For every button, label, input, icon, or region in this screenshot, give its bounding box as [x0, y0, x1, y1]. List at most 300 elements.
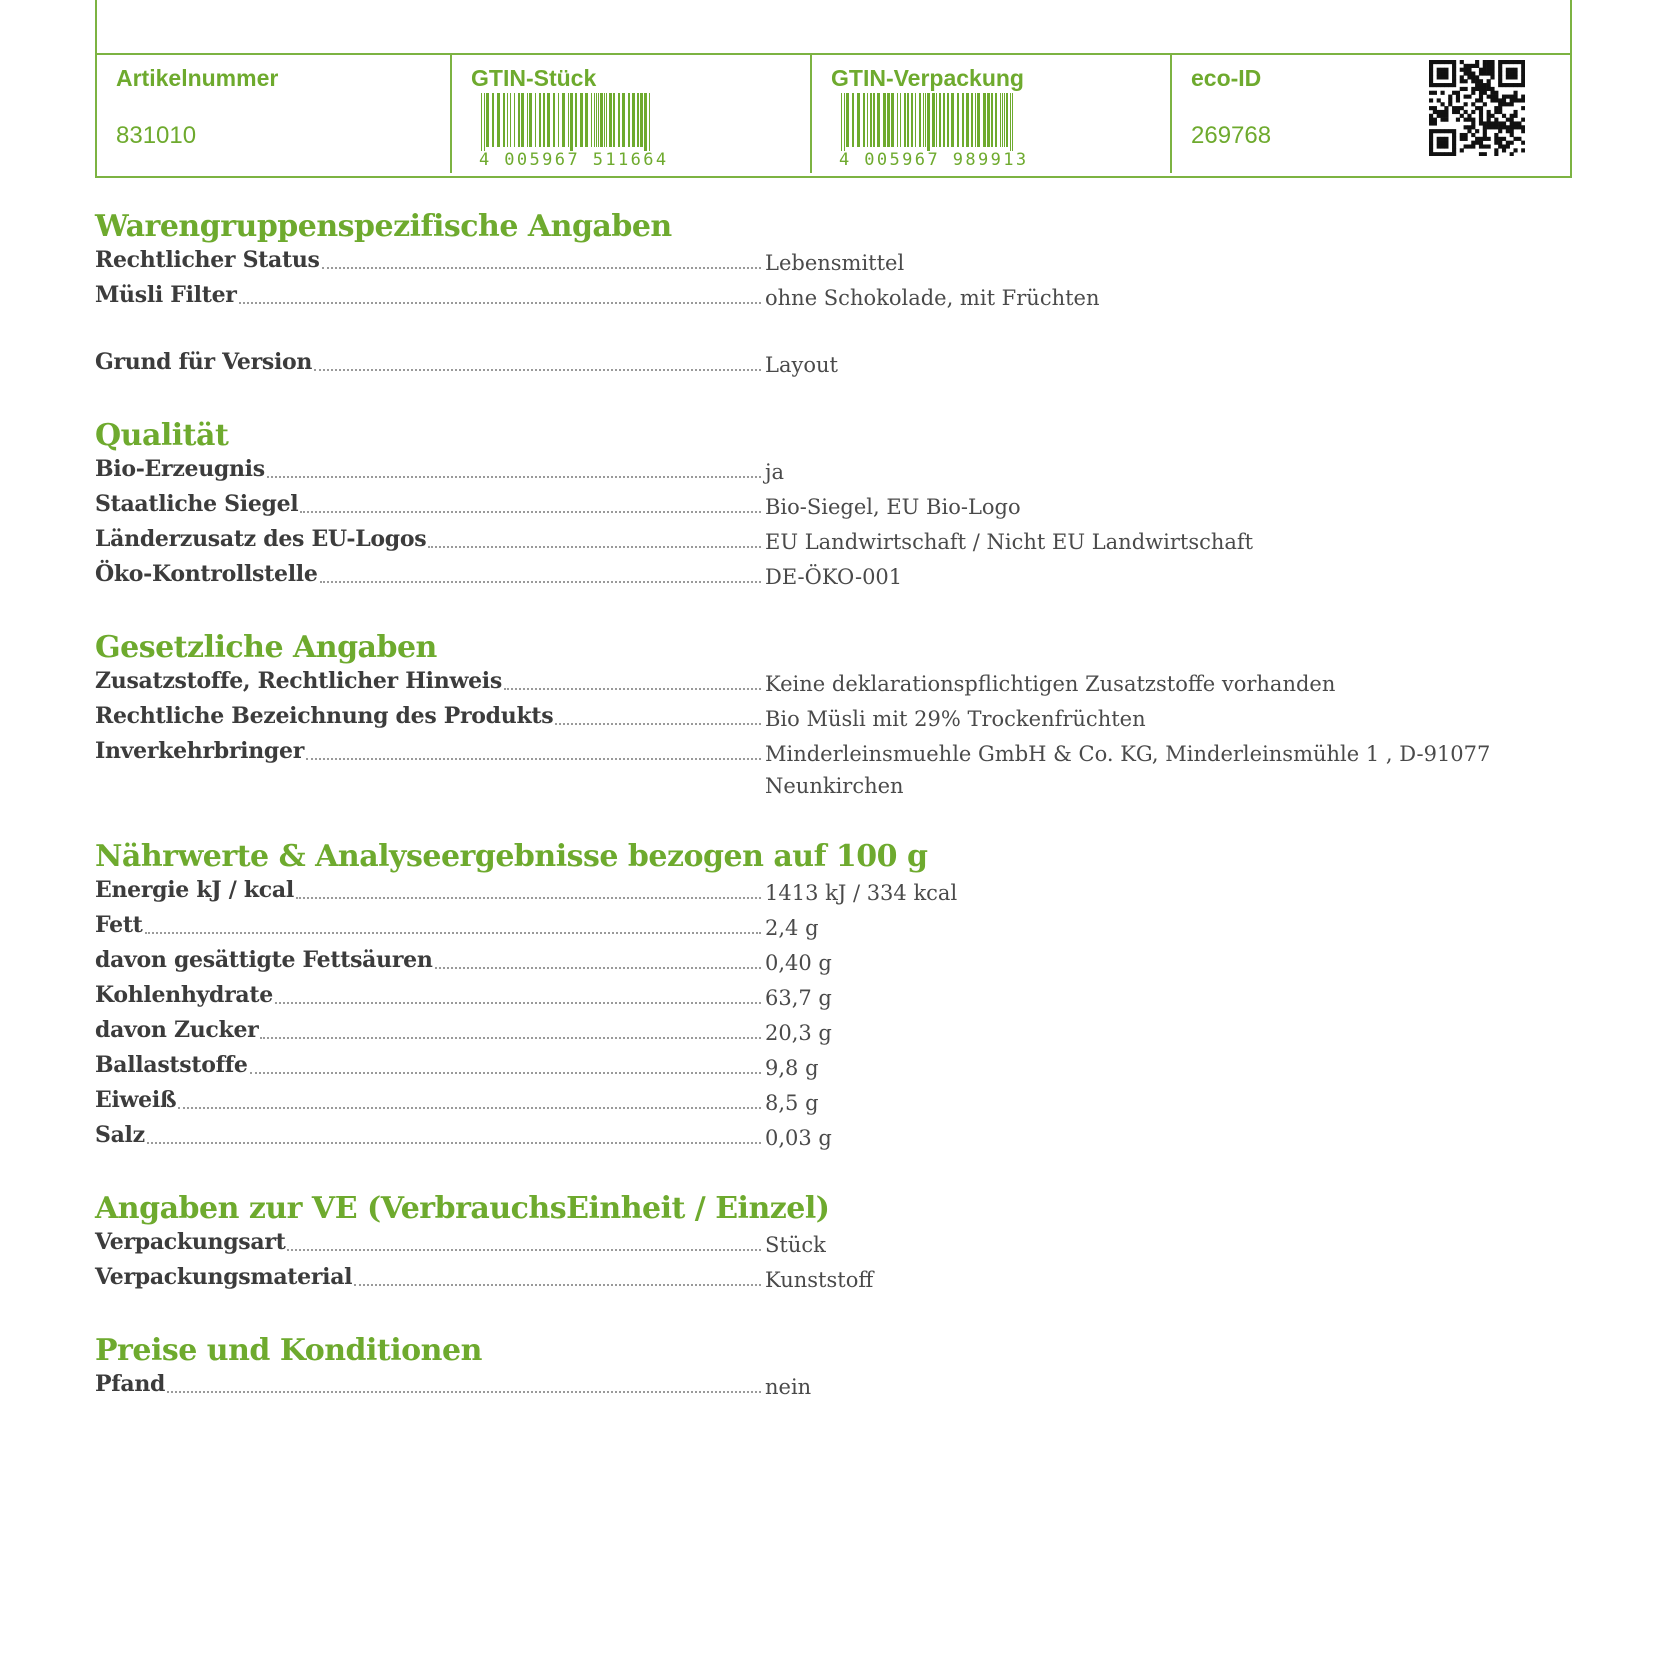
- qr-module: [1437, 141, 1441, 145]
- qr-module: [1441, 75, 1445, 79]
- barcode-bar: [596, 93, 597, 147]
- qr-module: [1464, 95, 1468, 99]
- qr-module: [1464, 102, 1468, 106]
- qr-module: [1448, 83, 1452, 87]
- qr-module: [1433, 110, 1437, 114]
- qr-module: [1460, 87, 1464, 91]
- qr-module: [1513, 68, 1517, 72]
- qr-module: [1483, 144, 1487, 148]
- qr-module: [1513, 125, 1517, 129]
- barcode-bar: [873, 93, 875, 147]
- qr-module: [1490, 98, 1494, 102]
- spec-label: Verpackungsart: [95, 1229, 286, 1255]
- barcode-bar: [1012, 93, 1013, 155]
- qr-module: [1429, 129, 1433, 133]
- qr-module: [1483, 60, 1487, 64]
- qr-module: [1471, 87, 1475, 91]
- qr-module: [1467, 75, 1471, 79]
- qr-module: [1513, 83, 1517, 87]
- qr-module: [1433, 106, 1437, 110]
- qr-module: [1444, 129, 1448, 133]
- qr-module: [1441, 83, 1445, 87]
- qr-module: [1464, 118, 1468, 122]
- qr-module: [1429, 144, 1433, 148]
- qr-module: [1479, 137, 1483, 141]
- qr-module: [1441, 137, 1445, 141]
- qr-module: [1483, 64, 1487, 68]
- qr-module: [1448, 95, 1452, 99]
- barcode-bar: [887, 93, 890, 147]
- qr-module: [1498, 125, 1502, 129]
- qr-module: [1506, 102, 1510, 106]
- spec-value: Bio-Siegel, EU Bio-Logo: [765, 495, 1021, 519]
- qr-module: [1494, 121, 1498, 125]
- barcode-bar: [539, 93, 541, 147]
- qr-module: [1444, 68, 1448, 72]
- qr-module: [1471, 141, 1475, 145]
- qr-module: [1448, 98, 1452, 102]
- qr-module: [1483, 133, 1487, 137]
- barcode-bars-2: [837, 93, 1019, 155]
- qr-module: [1437, 137, 1441, 141]
- qr-module: [1506, 75, 1510, 79]
- qr-module: [1433, 129, 1437, 133]
- barcode-bar: [649, 93, 650, 155]
- qr-module: [1452, 79, 1456, 83]
- spec-label: Energie kJ / kcal: [95, 877, 294, 903]
- qr-module: [1498, 121, 1502, 125]
- qr-module: [1479, 152, 1483, 156]
- qr-module: [1498, 137, 1502, 141]
- barcode-bar: [936, 93, 937, 147]
- qr-module: [1483, 72, 1487, 76]
- qr-module: [1444, 75, 1448, 79]
- spec-label: Staatliche Siegel: [95, 491, 299, 517]
- spec-value: Layout: [765, 353, 838, 377]
- qr-module: [1464, 125, 1468, 129]
- product-id-header: [95, 0, 1572, 178]
- qr-module: [1433, 121, 1437, 125]
- gtin-pack-barcode: [837, 93, 1029, 170]
- qr-module: [1464, 133, 1468, 137]
- barcode-bar: [486, 93, 489, 147]
- qr-module: [1452, 133, 1456, 137]
- barcode-bar: [527, 93, 528, 147]
- qr-module: [1471, 110, 1475, 114]
- qr-module: [1502, 95, 1506, 99]
- qr-module: [1517, 83, 1521, 87]
- qr-module: [1467, 144, 1471, 148]
- qr-module: [1452, 91, 1456, 95]
- qr-module: [1429, 98, 1433, 102]
- qr-module: [1441, 129, 1445, 133]
- qr-module: [1506, 60, 1510, 64]
- barcode-bar: [932, 93, 935, 147]
- qr-module: [1429, 121, 1433, 125]
- qr-module: [1471, 72, 1475, 76]
- qr-module: [1464, 87, 1468, 91]
- qr-module: [1464, 137, 1468, 141]
- qr-module: [1479, 98, 1483, 102]
- qr-module: [1456, 95, 1460, 99]
- qr-module: [1521, 106, 1525, 110]
- qr-module: [1437, 98, 1441, 102]
- qr-module: [1479, 110, 1483, 114]
- qr-module: [1471, 75, 1475, 79]
- qr-module: [1437, 68, 1441, 72]
- barcode-bar: [900, 93, 901, 147]
- qr-module: [1448, 60, 1452, 64]
- barcode-bar: [991, 93, 993, 147]
- qr-module: [1437, 72, 1441, 76]
- eco-id-value: 269768: [1191, 122, 1272, 149]
- spec-value: 0,40 g: [765, 951, 832, 975]
- qr-module: [1513, 137, 1517, 141]
- section-title-warengruppe: Warengruppenspezifische Angaben: [95, 209, 672, 244]
- spec-label: Kohlenhydrate: [95, 982, 273, 1008]
- qr-module: [1513, 148, 1517, 152]
- qr-module: [1460, 75, 1464, 79]
- barcode-bar: [547, 93, 550, 147]
- barcode-bar: [521, 93, 524, 147]
- qr-module: [1521, 148, 1525, 152]
- barcode-bars-1: [477, 93, 659, 155]
- qr-module: [1456, 98, 1460, 102]
- qr-module: [1517, 98, 1521, 102]
- qr-module: [1479, 72, 1483, 76]
- qr-module: [1494, 125, 1498, 129]
- qr-module: [1429, 133, 1433, 137]
- qr-module: [1467, 114, 1471, 118]
- qr-module: [1490, 121, 1494, 125]
- qr-module: [1510, 72, 1514, 76]
- qr-module: [1475, 141, 1479, 145]
- qr-module: [1506, 141, 1510, 145]
- qr-module: [1510, 98, 1514, 102]
- qr-module: [1502, 114, 1506, 118]
- qr-module: [1483, 83, 1487, 87]
- qr-module: [1429, 60, 1433, 64]
- spec-value: DE-ÖKO-001: [765, 565, 903, 589]
- qr-module: [1483, 152, 1487, 156]
- barcode-bar: [575, 93, 577, 147]
- qr-module: [1487, 68, 1491, 72]
- spec-label: Pfand: [95, 1371, 166, 1397]
- barcode-bar: [1000, 93, 1001, 147]
- barcode-bar: [600, 93, 603, 147]
- section-title-ve: Angaben zur VE (VerbrauchsEinheit / Einzel): [95, 1191, 830, 1226]
- qr-module: [1452, 75, 1456, 79]
- qr-module: [1487, 64, 1491, 68]
- qr-module: [1490, 95, 1494, 99]
- qr-module: [1467, 95, 1471, 99]
- qr-module: [1441, 102, 1445, 106]
- qr-module: [1510, 60, 1514, 64]
- qr-module: [1460, 106, 1464, 110]
- qr-module: [1479, 83, 1483, 87]
- spec-label: Rechtliche Bezeichnung des Produkts: [95, 703, 554, 729]
- qr-module: [1448, 129, 1452, 133]
- qr-module: [1513, 114, 1517, 118]
- qr-module: [1479, 95, 1483, 99]
- barcode-bar: [562, 93, 565, 147]
- spec-value: Keine deklarationspflichtigen Zusatzstoffe vorhanden: [765, 672, 1336, 696]
- spec-row: [95, 1119, 1515, 1154]
- qr-module: [1498, 83, 1502, 87]
- qr-module: [1467, 125, 1471, 129]
- spec-value: 2,4 g: [765, 916, 819, 940]
- barcode-bar: [883, 93, 886, 147]
- barcode-bar: [543, 93, 545, 147]
- barcode-bar: [609, 93, 612, 147]
- spec-label: Salz: [95, 1122, 145, 1148]
- qr-module: [1444, 110, 1448, 114]
- qr-module: [1464, 79, 1468, 83]
- spec-value: EU Landwirtschaft / Nicht EU Landwirtschaft: [765, 530, 1254, 554]
- spec-value: Stück: [765, 1233, 826, 1257]
- qr-module: [1441, 68, 1445, 72]
- barcode-bar: [644, 93, 647, 155]
- qr-module: [1487, 121, 1491, 125]
- qr-module: [1510, 129, 1514, 133]
- spec-row: [95, 244, 1515, 279]
- article-number-cell: [97, 55, 450, 173]
- qr-module: [1487, 72, 1491, 76]
- barcode-bar: [613, 93, 615, 147]
- qr-module: [1483, 125, 1487, 129]
- qr-module: [1506, 129, 1510, 133]
- qr-module: [1429, 91, 1433, 95]
- qr-module: [1513, 95, 1517, 99]
- qr-module: [1510, 95, 1514, 99]
- qr-module: [1467, 72, 1471, 76]
- qr-module: [1510, 83, 1514, 87]
- spec-row: [95, 1014, 1515, 1049]
- qr-module: [1460, 114, 1464, 118]
- qr-module: [1444, 60, 1448, 64]
- barcode-bar: [925, 93, 926, 147]
- barcode-bar: [1010, 93, 1011, 155]
- barcode-bar: [966, 93, 969, 147]
- qr-module: [1498, 98, 1502, 102]
- barcode-bar: [622, 93, 625, 147]
- section-title-preise: Preise und Konditionen: [95, 1333, 482, 1368]
- gtin-pack-cell: [810, 55, 1172, 173]
- qr-module: [1517, 121, 1521, 125]
- qr-module: [1487, 95, 1491, 99]
- article-number-value: 831010: [116, 122, 197, 149]
- section-title-gesetzlich: Gesetzliche Angaben: [95, 630, 437, 665]
- qr-module: [1441, 72, 1445, 76]
- qr-module: [1429, 152, 1433, 156]
- barcode-bar: [975, 93, 976, 147]
- qr-module: [1494, 152, 1498, 156]
- qr-module: [1494, 95, 1498, 99]
- qr-module: [1452, 64, 1456, 68]
- qr-module: [1471, 144, 1475, 148]
- barcode-bar: [518, 93, 520, 147]
- qr-module: [1437, 110, 1441, 114]
- qr-module: [1487, 79, 1491, 83]
- spec-row: [95, 453, 1515, 488]
- qr-module: [1429, 64, 1433, 68]
- qr-module: [1429, 83, 1433, 87]
- qr-module: [1429, 148, 1433, 152]
- spec-row: [95, 979, 1515, 1014]
- barcode-bar: [1006, 93, 1008, 147]
- qr-module: [1456, 91, 1460, 95]
- qr-module: [1510, 114, 1514, 118]
- qr-module: [1460, 137, 1464, 141]
- qr-module: [1479, 118, 1483, 122]
- section-title-qualitaet: Qualität: [95, 418, 229, 453]
- qr-module: [1498, 144, 1502, 148]
- qr-module: [1452, 68, 1456, 72]
- qr-module: [1464, 68, 1468, 72]
- spec-row: [95, 279, 1515, 314]
- qr-module: [1448, 152, 1452, 156]
- spec-label: Inverkehrbringer: [95, 738, 304, 764]
- spec-label: Bio-Erzeugnis: [95, 456, 265, 482]
- qr-module: [1498, 60, 1502, 64]
- barcode-bar: [867, 93, 868, 147]
- barcode-bar: [492, 93, 494, 147]
- qr-module: [1517, 60, 1521, 64]
- spec-row: [95, 874, 1515, 909]
- barcode-bar: [510, 93, 511, 147]
- barcode-bar: [553, 93, 555, 147]
- qr-module: [1441, 91, 1445, 95]
- qr-module: [1487, 87, 1491, 91]
- qr-module: [1460, 148, 1464, 152]
- spec-label: Verpackungsmaterial: [95, 1264, 353, 1290]
- qr-module: [1441, 141, 1445, 145]
- spec-label: Öko-Kontrollstelle: [95, 561, 318, 587]
- barcode-bar: [927, 93, 930, 155]
- qr-module: [1437, 60, 1441, 64]
- spec-value: 20,3 g: [765, 1021, 832, 1045]
- qr-module: [1517, 137, 1521, 141]
- qr-module: [1441, 118, 1445, 122]
- qr-module: [1494, 91, 1498, 95]
- spec-label: Müsli Filter: [95, 282, 237, 308]
- qr-module: [1452, 72, 1456, 76]
- barcode-bar: [852, 93, 854, 147]
- qr-module: [1502, 83, 1506, 87]
- qr-module: [1521, 118, 1525, 122]
- qr-module: [1513, 98, 1517, 102]
- qr-module: [1521, 75, 1525, 79]
- barcode-bar: [951, 93, 954, 147]
- barcode-bar: [877, 93, 880, 147]
- qr-module: [1498, 106, 1502, 110]
- qr-module: [1513, 60, 1517, 64]
- qr-module: [1498, 72, 1502, 76]
- qr-module: [1471, 91, 1475, 95]
- qr-module: [1441, 144, 1445, 148]
- barcode-bar: [535, 93, 536, 147]
- qr-module: [1506, 68, 1510, 72]
- gtin-pack-label: GTIN-Verpackung: [831, 65, 1024, 91]
- qr-module: [1467, 64, 1471, 68]
- qr-module: [1502, 148, 1506, 152]
- qr-module: [1502, 121, 1506, 125]
- qr-module: [1475, 79, 1479, 83]
- barcode-bar: [580, 93, 583, 147]
- eco-id-label: eco-ID: [1191, 65, 1262, 91]
- qr-module: [1479, 106, 1483, 110]
- barcode-bar: [1004, 93, 1005, 147]
- qr-module: [1490, 125, 1494, 129]
- qr-module: [1471, 118, 1475, 122]
- qr-module: [1490, 75, 1494, 79]
- qr-module: [1471, 133, 1475, 137]
- qr-module: [1452, 148, 1456, 152]
- qr-module: [1460, 133, 1464, 137]
- spec-label: Länderzusatz des EU-Logos: [95, 526, 427, 552]
- qr-module: [1513, 91, 1517, 95]
- gtin-piece-number: 4 005967 511664: [479, 150, 669, 170]
- barcode-bar: [637, 93, 639, 147]
- barcode-bar: [598, 93, 599, 147]
- spec-label: Grund für Version: [95, 349, 313, 375]
- spec-value: 63,7 g: [765, 986, 832, 1010]
- qr-module: [1475, 98, 1479, 102]
- qr-module: [1510, 141, 1514, 145]
- spec-value: Lebensmittel: [765, 251, 905, 275]
- barcode-bar: [911, 93, 913, 147]
- qr-module: [1498, 75, 1502, 79]
- barcode-bar: [846, 93, 849, 147]
- barcode-bar: [897, 93, 898, 147]
- qr-module: [1502, 102, 1506, 106]
- qr-module: [1460, 68, 1464, 72]
- barcode-bar: [594, 93, 595, 147]
- qr-module: [1494, 106, 1498, 110]
- barcode-bar: [529, 93, 532, 147]
- qr-module: [1467, 129, 1471, 133]
- spec-row: [95, 1261, 1515, 1296]
- qr-module: [1498, 110, 1502, 114]
- qr-code-icon: [1429, 60, 1525, 156]
- qr-module: [1479, 121, 1483, 125]
- qr-module: [1460, 79, 1464, 83]
- qr-module: [1490, 72, 1494, 76]
- qr-module: [1479, 79, 1483, 83]
- qr-module: [1483, 137, 1487, 141]
- qr-module: [1429, 141, 1433, 145]
- spec-label: Zusatzstoffe, Rechtlicher Hinweis: [95, 668, 502, 694]
- qr-module: [1456, 106, 1460, 110]
- qr-module: [1483, 129, 1487, 133]
- barcode-bar: [591, 93, 592, 147]
- qr-module: [1444, 141, 1448, 145]
- qr-module: [1521, 68, 1525, 72]
- qr-module: [1479, 144, 1483, 148]
- qr-module: [1452, 152, 1456, 156]
- qr-module: [1429, 79, 1433, 83]
- barcode-bar: [618, 93, 620, 147]
- qr-module: [1498, 102, 1502, 106]
- qr-module: [1429, 106, 1433, 110]
- qr-module: [1429, 114, 1433, 118]
- qr-module: [1441, 114, 1445, 118]
- qr-module: [1490, 60, 1494, 64]
- qr-module: [1429, 68, 1433, 72]
- barcode-bar: [957, 93, 959, 147]
- qr-module: [1433, 152, 1437, 156]
- qr-module: [1464, 72, 1468, 76]
